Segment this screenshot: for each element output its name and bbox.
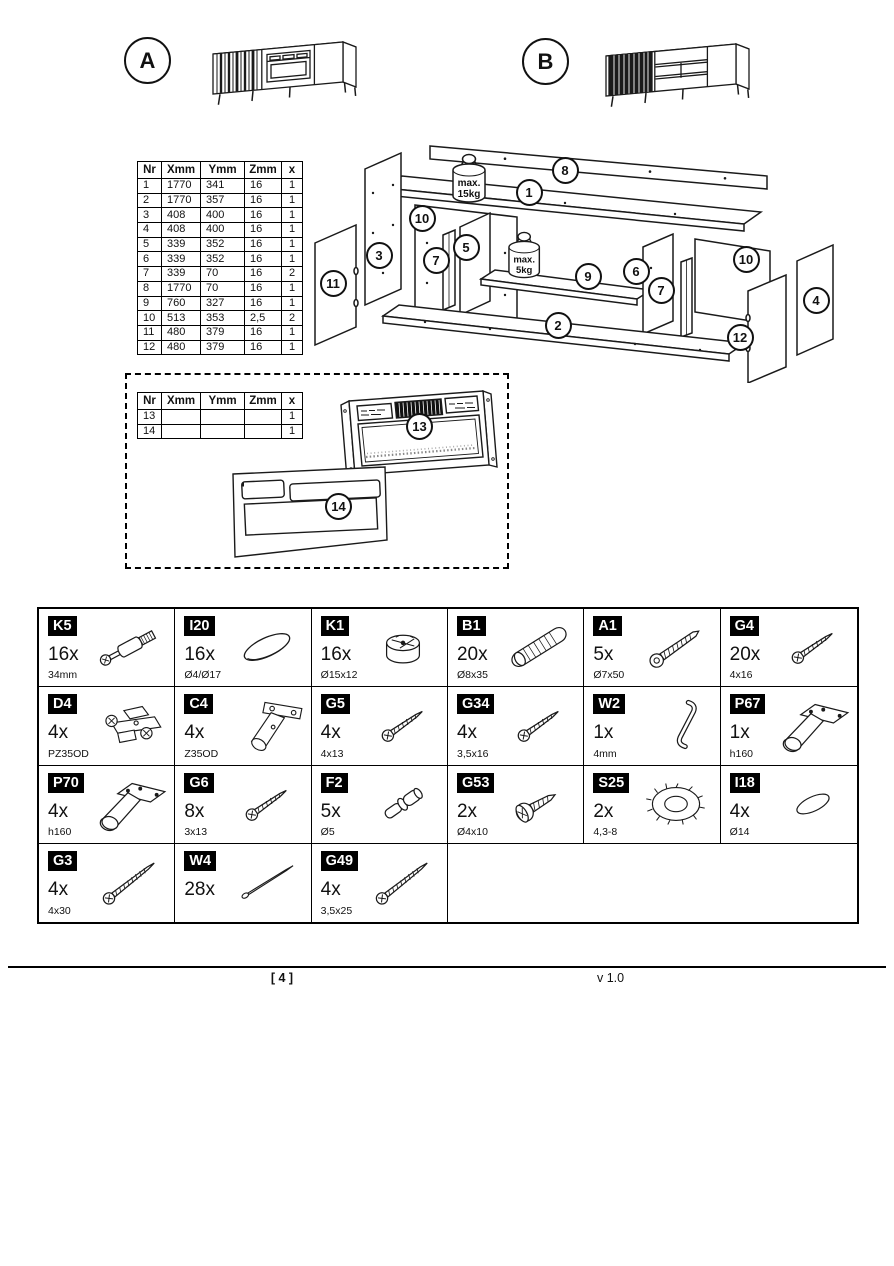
table-cell: 16 <box>245 296 282 311</box>
part-callout-2: 2 <box>545 312 572 339</box>
table-cell: 13 <box>138 410 162 425</box>
svg-text:max.: max. <box>457 178 481 189</box>
table-cell: 400 <box>201 208 245 223</box>
table-cell: 1 <box>282 424 303 439</box>
hardware-size: Z35OD <box>184 747 219 760</box>
cam-lock-icon <box>362 618 444 676</box>
hardware-quantity: 1x <box>729 722 750 744</box>
table-cell: 16 <box>245 237 282 252</box>
table-row <box>138 267 303 282</box>
hardware-code-badge: K5 <box>48 616 77 636</box>
svg-text:max.: max. <box>513 254 535 266</box>
table-cell: 2 <box>282 267 303 282</box>
variant-a-illustration <box>193 28 373 108</box>
hardware-cell-G3 <box>39 844 175 922</box>
part-callout-1: 1 <box>516 179 543 206</box>
part-callout-12: 12 <box>727 324 754 351</box>
hardware-cell-P70 <box>39 766 175 844</box>
hardware-quantity: 28x <box>184 878 215 900</box>
table-header-row <box>138 393 303 410</box>
parts-table-extra <box>137 392 303 439</box>
hardware-size: Ø14 <box>729 825 750 838</box>
table-cell: 513 <box>162 311 201 326</box>
table-cell: 1 <box>282 237 303 252</box>
hardware-cell-W2 <box>584 687 720 765</box>
hardware-cell-I20 <box>175 609 311 687</box>
hardware-size: 4mm <box>593 747 617 760</box>
dowel-icon <box>498 618 580 676</box>
hardware-quantity: 8x <box>184 800 205 822</box>
confirmat-screw-icon <box>635 618 717 676</box>
table-cell: 16 <box>245 325 282 340</box>
hardware-grid <box>37 607 859 924</box>
footer-page-number: [ 4 ] <box>270 971 294 985</box>
table-cell <box>201 410 245 425</box>
variant-a-badge: A <box>124 37 171 84</box>
table-cell: 1 <box>138 179 162 194</box>
table-cell: 1 <box>282 410 303 425</box>
hardware-size: h160 <box>729 747 754 760</box>
column-header: Ymm <box>201 393 245 410</box>
table-cell: 1770 <box>162 193 201 208</box>
table-cell: 1 <box>282 208 303 223</box>
screw-icon <box>772 618 854 676</box>
table-row <box>138 223 303 238</box>
table-cell <box>245 424 282 439</box>
hardware-code-badge: C4 <box>184 694 213 714</box>
part-callout-4: 4 <box>803 287 830 314</box>
part-callout-7: 7 <box>423 247 450 274</box>
cover-cap-icon <box>772 775 854 833</box>
table-cell: 9 <box>138 296 162 311</box>
hardware-cell-G4 <box>721 609 857 687</box>
hardware-code-badge: S25 <box>593 773 629 793</box>
hardware-cell-G34 <box>448 687 584 765</box>
table-cell <box>245 410 282 425</box>
table-cell: 1770 <box>162 179 201 194</box>
table-cell: 3 <box>138 208 162 223</box>
hardware-cell-S25 <box>584 766 720 844</box>
lock-washer-icon <box>635 775 717 833</box>
hardware-size: Ø4/Ø17 <box>184 669 222 682</box>
table-cell: 1 <box>282 340 303 355</box>
footer-version: v 1.0 <box>597 971 625 985</box>
table-cell: 339 <box>162 237 201 252</box>
table-cell: 70 <box>201 281 245 296</box>
table-cell: 379 <box>201 340 245 355</box>
table-cell: 4 <box>138 223 162 238</box>
table-cell: 16 <box>245 193 282 208</box>
hardware-cell-F2 <box>312 766 448 844</box>
hardware-code-badge: A1 <box>593 616 622 636</box>
hardware-cell-I18 <box>721 766 857 844</box>
hardware-size: 4x13 <box>320 747 344 760</box>
table-cell: 16 <box>245 252 282 267</box>
hardware-size: 3x13 <box>184 825 208 838</box>
table-cell: 339 <box>162 267 201 282</box>
parts-table-main <box>137 161 303 355</box>
hardware-cell-P67 <box>721 687 857 765</box>
hardware-quantity: 16x <box>184 644 215 665</box>
screw-long-icon <box>89 853 171 911</box>
hardware-quantity: 5x <box>320 800 341 822</box>
table-cell: 11 <box>138 325 162 340</box>
hardware-size: 3,5x25 <box>320 905 353 917</box>
part-callout-10: 10 <box>409 205 436 232</box>
table-row <box>138 311 303 326</box>
table-row <box>138 424 303 439</box>
column-header: Xmm <box>162 162 201 179</box>
table-cell: 760 <box>162 296 201 311</box>
table-cell: 352 <box>201 237 245 252</box>
table-cell: 352 <box>201 252 245 267</box>
hardware-quantity: 20x <box>729 644 761 665</box>
hardware-quantity: 16x <box>320 644 352 665</box>
table-cell: 5 <box>138 237 162 252</box>
hardware-code-badge: W4 <box>184 851 216 871</box>
table-cell: 14 <box>138 424 162 439</box>
hardware-code-badge: K1 <box>321 616 350 636</box>
table-cell: 16 <box>245 267 282 282</box>
hardware-size: Ø8x35 <box>456 669 488 682</box>
connector-pin-icon <box>362 775 444 833</box>
part-callout-14: 14 <box>325 493 352 520</box>
hardware-code-badge: P70 <box>48 773 84 793</box>
hardware-size: 4x30 <box>48 905 71 917</box>
column-header: Zmm <box>245 162 282 179</box>
hardware-code-badge: B1 <box>457 616 486 636</box>
table-cell: 1 <box>282 325 303 340</box>
table-cell: 1 <box>282 179 303 194</box>
part-callout-11: 11 <box>320 270 347 297</box>
hardware-code-badge: D4 <box>48 694 77 714</box>
hardware-cell-B1 <box>448 609 584 687</box>
hardware-size: PZ35OD <box>48 747 89 760</box>
hardware-size: Ø4x10 <box>456 825 488 838</box>
table-cell: 16 <box>245 281 282 296</box>
table-cell: 16 <box>245 179 282 194</box>
part-callout-3: 3 <box>366 242 393 269</box>
hardware-quantity: 4x <box>320 878 341 900</box>
table-cell: 1 <box>282 223 303 238</box>
exploded-diagram <box>305 133 855 383</box>
column-header: Nr <box>138 393 162 410</box>
table-cell: 379 <box>201 325 245 340</box>
part-callout-6: 6 <box>623 258 650 285</box>
hardware-cell-G6 <box>175 766 311 844</box>
hardware-quantity: 2x <box>456 800 478 822</box>
hardware-size: 34mm <box>48 669 78 682</box>
hardware-size: 3,5x16 <box>456 747 489 760</box>
hardware-quantity: 5x <box>593 644 614 665</box>
screw-pan-head-icon <box>498 775 580 833</box>
hardware-quantity: 4x <box>48 800 69 822</box>
hinge-mounting-plate-icon <box>89 696 171 754</box>
table-row <box>138 237 303 252</box>
table-row <box>138 208 303 223</box>
table-cell <box>201 424 245 439</box>
table-cell: 2 <box>138 193 162 208</box>
table-row <box>138 296 303 311</box>
table-header-row <box>138 162 303 179</box>
table-cell: 480 <box>162 325 201 340</box>
column-header: x <box>282 162 303 179</box>
table-cell: 6 <box>138 252 162 267</box>
hardware-code-badge: G34 <box>457 694 494 714</box>
hardware-cell-C4 <box>175 687 311 765</box>
table-cell: 7 <box>138 267 162 282</box>
footer-divider <box>8 966 886 968</box>
table-row <box>138 252 303 267</box>
screw-icon <box>362 696 444 754</box>
hardware-code-badge: I20 <box>184 616 214 636</box>
table-cell: 16 <box>245 208 282 223</box>
part-callout-7: 7 <box>648 277 675 304</box>
hardware-cell-A1 <box>584 609 720 687</box>
table-cell: 2,5 <box>245 311 282 326</box>
hardware-quantity: 1x <box>593 722 614 744</box>
variant-b-badge: B <box>522 38 569 85</box>
svg-text:5kg: 5kg <box>515 264 533 276</box>
table-cell: 2 <box>282 311 303 326</box>
table-cell: 408 <box>162 208 201 223</box>
hardware-size: Ø15x12 <box>320 669 358 682</box>
furniture-leg-icon <box>772 696 854 754</box>
hardware-cell-W4 <box>175 844 311 922</box>
hardware-code-badge: G6 <box>184 773 213 793</box>
hardware-size: Ø7x50 <box>593 669 625 682</box>
nail-icon <box>226 853 308 911</box>
hardware-cell-G53 <box>448 766 584 844</box>
hardware-size: h160 <box>48 825 72 838</box>
table-cell: 1770 <box>162 281 201 296</box>
screw-icon <box>226 775 308 833</box>
variant-b-illustration <box>586 30 766 110</box>
hardware-cell-G49 <box>312 844 448 922</box>
hardware-cell-K5 <box>39 609 175 687</box>
hardware-code-badge: G3 <box>48 851 77 871</box>
table-cell: 327 <box>201 296 245 311</box>
hardware-code-badge: F2 <box>321 773 348 793</box>
table-cell: 357 <box>201 193 245 208</box>
hardware-quantity: 4x <box>456 722 478 744</box>
hardware-quantity: 4x <box>729 800 750 822</box>
front-frame-illustration <box>225 455 397 567</box>
column-header: Nr <box>138 162 162 179</box>
column-header: Ymm <box>201 162 245 179</box>
hardware-code-badge: W2 <box>593 694 625 714</box>
table-cell: 12 <box>138 340 162 355</box>
hardware-size: Ø5 <box>320 825 335 838</box>
hardware-cell-K1 <box>312 609 448 687</box>
column-header: Xmm <box>162 393 201 410</box>
part-callout-13: 13 <box>406 413 433 440</box>
optional-parts-box <box>125 373 509 569</box>
hardware-quantity: 4x <box>184 722 205 744</box>
hardware-quantity: 4x <box>48 722 69 744</box>
hardware-code-badge: P67 <box>730 694 766 714</box>
hardware-quantity: 4x <box>48 878 69 900</box>
table-cell: 70 <box>201 267 245 282</box>
table-row <box>138 410 303 425</box>
svg-text:15kg: 15kg <box>457 189 481 200</box>
table-cell: 341 <box>201 179 245 194</box>
table-cell <box>162 424 201 439</box>
hardware-code-badge: I18 <box>730 773 760 793</box>
screw-icon <box>498 696 580 754</box>
table-cell: 353 <box>201 311 245 326</box>
hardware-cell-D4 <box>39 687 175 765</box>
hardware-quantity: 16x <box>48 644 79 665</box>
hardware-cell-G5 <box>312 687 448 765</box>
furniture-leg-icon <box>89 775 171 833</box>
table-cell: 1 <box>282 252 303 267</box>
column-header: Zmm <box>245 393 282 410</box>
table-cell: 1 <box>282 281 303 296</box>
table-cell: 16 <box>245 340 282 355</box>
table-cell: 1 <box>282 296 303 311</box>
hardware-code-badge: G5 <box>321 694 350 714</box>
hardware-quantity: 20x <box>456 644 488 665</box>
table-cell <box>162 410 201 425</box>
column-header: x <box>282 393 303 410</box>
table-cell: 480 <box>162 340 201 355</box>
hardware-size: 4x16 <box>729 669 753 682</box>
hardware-quantity: 2x <box>593 800 614 822</box>
table-row <box>138 179 303 194</box>
table-cell: 1 <box>282 193 303 208</box>
cam-bolt-icon <box>89 618 171 676</box>
table-cell: 10 <box>138 311 162 326</box>
hardware-code-badge: G4 <box>730 616 759 636</box>
hardware-size: 4,3-8 <box>593 825 618 838</box>
table-cell: 339 <box>162 252 201 267</box>
part-callout-9: 9 <box>575 263 602 290</box>
screw-long-icon <box>362 853 444 911</box>
part-callout-8: 8 <box>552 157 579 184</box>
hinge-icon <box>226 696 308 754</box>
table-cell: 400 <box>201 223 245 238</box>
table-cell: 8 <box>138 281 162 296</box>
table-row <box>138 340 303 355</box>
hardware-code-badge: G53 <box>457 773 494 793</box>
table-cell: 408 <box>162 223 201 238</box>
part-callout-5: 5 <box>453 234 480 261</box>
hardware-quantity: 4x <box>320 722 341 744</box>
table-row <box>138 325 303 340</box>
hardware-empty-cell <box>448 844 857 922</box>
table-cell: 16 <box>245 223 282 238</box>
allen-key-icon <box>635 696 717 754</box>
washer-icon <box>226 618 308 676</box>
table-row <box>138 281 303 296</box>
hardware-code-badge: G49 <box>321 851 358 871</box>
table-row <box>138 193 303 208</box>
part-callout-10: 10 <box>733 246 760 273</box>
